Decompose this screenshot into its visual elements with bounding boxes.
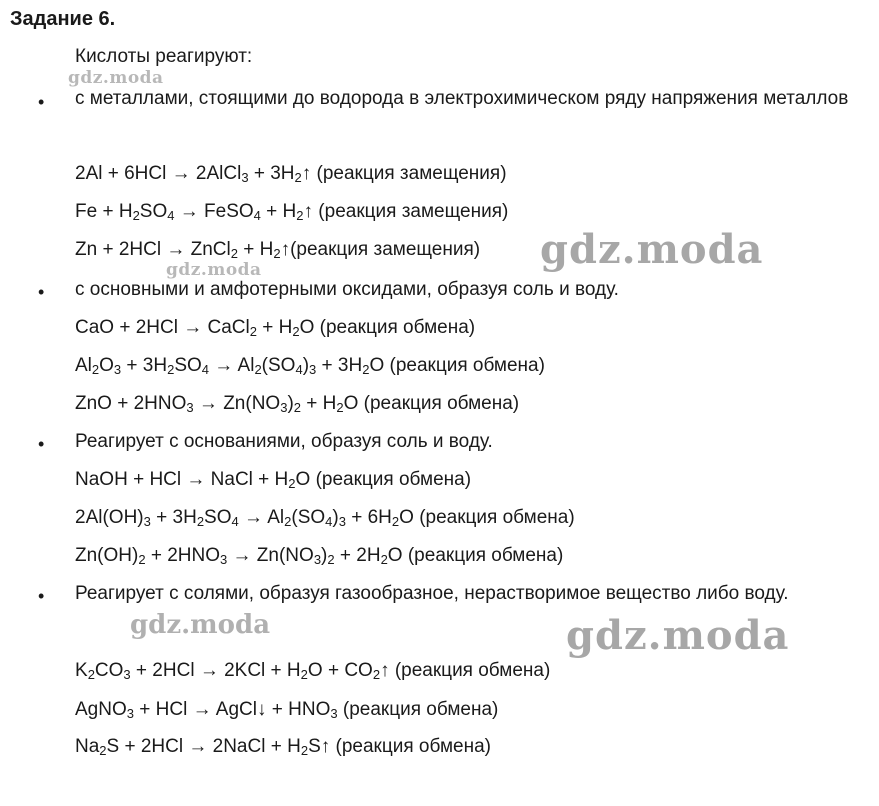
subscript: 2 xyxy=(254,362,262,377)
subscript: 2 xyxy=(132,208,140,223)
subscript: 2 xyxy=(196,514,205,529)
equation xyxy=(75,200,508,224)
subscript: 2 xyxy=(300,743,309,758)
subscript: 2 xyxy=(249,324,257,339)
bullet-1: • xyxy=(38,92,45,112)
formula-text: + 3H xyxy=(248,163,295,184)
subscript: 3 xyxy=(338,514,346,529)
intro-text: Кислоты реагируют: xyxy=(75,46,253,67)
formula-text: ↑(реакция замещения) xyxy=(280,239,481,260)
subscript: 3 xyxy=(186,400,194,415)
subscript: 2 xyxy=(380,552,388,567)
subscript: 3 xyxy=(280,400,288,415)
equation xyxy=(75,316,475,340)
subscript: 4 xyxy=(295,362,303,377)
formula-text: (SO xyxy=(261,355,296,376)
formula-text: → Zn(NO xyxy=(193,393,281,414)
bullet-2: • xyxy=(38,282,45,302)
formula-text: ↑ (реакция замещения) xyxy=(303,201,509,222)
formula-text: O (реакция обмена) xyxy=(299,317,476,338)
equation xyxy=(75,392,519,416)
formula-text: + 6H xyxy=(345,507,392,528)
subscript: 3 xyxy=(126,706,134,721)
subscript: 2 xyxy=(87,667,95,682)
subscript: 2 xyxy=(91,362,100,377)
formula-text: + 2HCl → 2KCl + H xyxy=(130,660,301,681)
subscript: 2 xyxy=(273,246,281,261)
subscript: 2 xyxy=(296,208,304,223)
equation xyxy=(75,354,545,378)
subscript: 2 xyxy=(99,743,107,758)
formula-text: → Al xyxy=(238,507,285,528)
formula-text: + 3H xyxy=(316,355,363,376)
formula-text: AgNO xyxy=(75,699,127,720)
watermark-logo: gdz.moda xyxy=(68,68,164,88)
formula-text: + H xyxy=(260,201,297,222)
formula-text: + H xyxy=(256,317,293,338)
formula-text: K xyxy=(75,660,88,681)
formula-text: Fe + H xyxy=(75,201,133,222)
subscript: 4 xyxy=(167,208,175,223)
equation xyxy=(75,698,498,722)
formula-text: ) xyxy=(332,507,339,528)
subscript: 2 xyxy=(336,400,344,415)
watermark-logo: gdz.moda xyxy=(166,260,262,280)
formula-text: ) xyxy=(287,393,294,414)
subscript: 2 xyxy=(288,476,296,491)
equation xyxy=(75,506,575,530)
formula-text: + 2H xyxy=(334,545,381,566)
subscript: 2 xyxy=(327,552,335,567)
formula-text: → Al xyxy=(209,355,255,376)
subscript: 2 xyxy=(300,667,308,682)
formula-text: S + 2HCl → 2NaCl + H xyxy=(106,736,301,757)
subscript: 2 xyxy=(292,324,300,339)
formula-text: O (реакция обмена) xyxy=(295,469,472,490)
formula-text: O (реакция обмена) xyxy=(399,507,575,528)
formula-text: + 3H xyxy=(121,355,168,376)
equation xyxy=(75,238,480,262)
watermark-logo: gdz.moda xyxy=(130,610,271,640)
subscript: 2 xyxy=(362,362,370,377)
formula-text: ↑ (реакция замещения) xyxy=(301,163,507,184)
subscript: 2 xyxy=(294,170,302,185)
section-2-text: с основными и амфотерными оксидами, образуя соль и воду. xyxy=(75,279,619,300)
formula-text: → FeSO xyxy=(174,201,254,222)
equation xyxy=(75,468,471,492)
watermark-logo: gdz.moda xyxy=(566,612,790,659)
formula-text: ) xyxy=(321,545,328,566)
subscript: 3 xyxy=(113,362,122,377)
watermark-logo: gdz.moda xyxy=(540,226,764,273)
formula-text: Na xyxy=(75,736,100,757)
formula-text: ZnO + 2HNO xyxy=(75,393,187,414)
formula-text: Al xyxy=(75,355,92,376)
section-4-text: Реагирует с солями, образуя газообразное, нерастворимое вещество либо воду. xyxy=(75,583,789,604)
subscript: 4 xyxy=(231,514,239,529)
formula-text: CaO + 2HCl → CaCl xyxy=(75,317,250,338)
formula-text: S↑ (реакция обмена) xyxy=(308,736,491,757)
subscript: 2 xyxy=(167,362,175,377)
subscript: 3 xyxy=(330,706,338,721)
formula-text: O (реакция обмена) xyxy=(369,355,545,376)
subscript: 4 xyxy=(201,362,210,377)
subscript: 3 xyxy=(241,170,249,185)
equation xyxy=(75,162,507,186)
subscript: 2 xyxy=(138,552,146,567)
subscript: 3 xyxy=(143,514,151,529)
equation xyxy=(75,735,491,759)
subscript: 3 xyxy=(123,667,131,682)
subscript: 3 xyxy=(309,362,317,377)
subscript: 3 xyxy=(220,552,228,567)
formula-text: O xyxy=(99,355,114,376)
formula-text: O + CO xyxy=(307,660,373,681)
formula-text: + H xyxy=(237,239,274,260)
formula-text: + HCl → AgCl↓ + HNO xyxy=(133,699,331,720)
formula-text: 2Al + 6HCl → 2AlCl xyxy=(75,163,242,184)
bullet-3: • xyxy=(38,434,45,454)
subscript: 2 xyxy=(284,514,292,529)
formula-text: SO xyxy=(139,201,168,222)
formula-text: O (реакция обмена) xyxy=(387,545,564,566)
subscript: 2 xyxy=(293,400,301,415)
formula-text: + 2HNO xyxy=(145,545,221,566)
formula-text: ↑ (реакция обмена) xyxy=(380,660,551,681)
formula-text: SO xyxy=(174,355,202,376)
formula-text: + 3H xyxy=(150,507,197,528)
formula-text: + H xyxy=(301,393,337,414)
formula-text: Zn(OH) xyxy=(75,545,139,566)
equation xyxy=(75,544,563,568)
subscript: 2 xyxy=(391,514,400,529)
formula-text: O (реакция обмена) xyxy=(343,393,520,414)
formula-text: SO xyxy=(204,507,232,528)
formula-text: NaOH + HCl → NaCl + H xyxy=(75,469,289,490)
bullet-4: • xyxy=(38,586,45,606)
formula-text: Zn + 2HCl → ZnCl xyxy=(75,239,231,260)
subscript: 4 xyxy=(253,208,261,223)
formula-text: (реакция обмена) xyxy=(337,699,499,720)
formula-text: ) xyxy=(302,355,310,376)
formula-text: 2Al(OH) xyxy=(75,507,144,528)
section-3-text: Реагирует с основаниями, образуя соль и воду. xyxy=(75,431,493,452)
subscript: 2 xyxy=(372,667,381,682)
formula-text: → Zn(NO xyxy=(227,545,314,566)
formula-text: CO xyxy=(94,660,124,681)
task-title: Задание 6. xyxy=(10,8,116,30)
equation xyxy=(75,659,550,683)
section-1-text: с металлами, стоящими до водорода в электрохимическом ряду напряжения металлов xyxy=(75,88,849,109)
formula-text: (SO xyxy=(291,507,326,528)
subscript: 2 xyxy=(230,246,238,261)
subscript: 4 xyxy=(325,514,333,529)
subscript: 3 xyxy=(313,552,322,567)
